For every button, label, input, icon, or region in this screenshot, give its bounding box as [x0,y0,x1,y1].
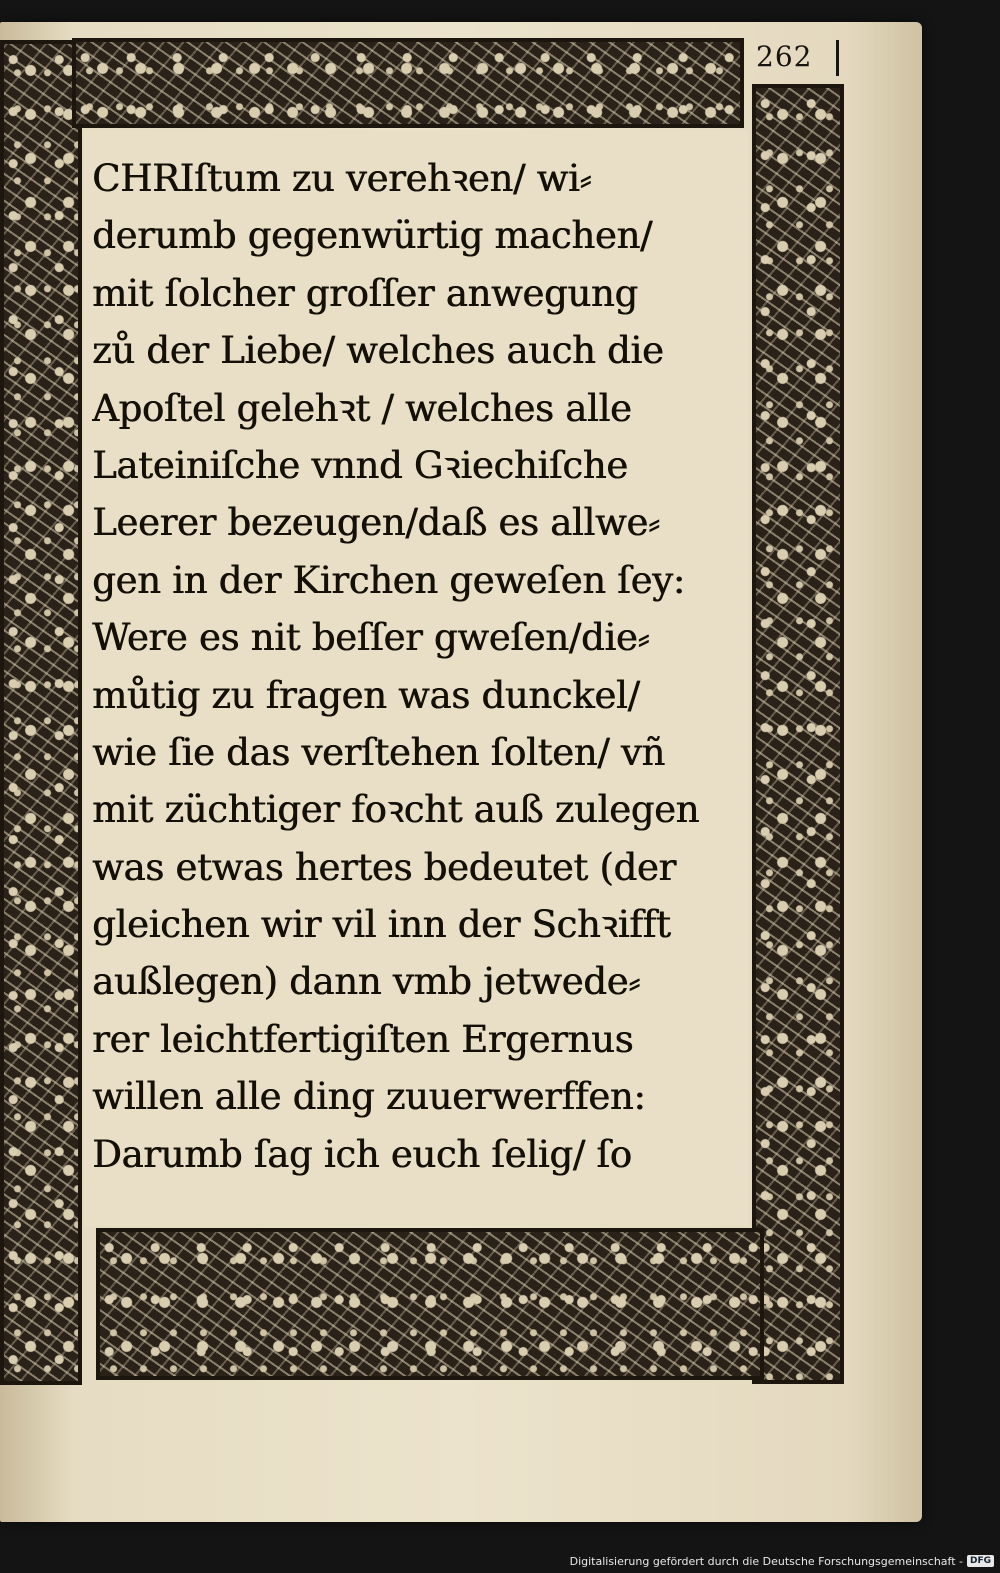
folio-rule [836,40,839,76]
folio-number: 262 [756,40,813,73]
text-line: Were es nit beſſer gweſen/die⸗ [92,616,650,660]
text-line: außlegen) dann vmb jetwede⸗ [92,960,641,1004]
text-line: CHRIſtum zu verehꝛen/ wi⸗ [92,157,592,200]
text-line: was etwas hertes bedeutet (der [92,845,676,889]
text-line: derumb gegenwürtig machen/ [92,214,653,258]
text-line: rer leichtfertigiſten Ergernus [92,1017,634,1061]
text-line: Apoſtel gelehꝛt / welches alle [92,386,632,430]
top-woodcut-border [72,38,744,128]
text-line: můtig zu fragen was dunckel/ [92,673,640,717]
text-line: willen alle ding zuuerwerffen: [92,1075,646,1119]
credit-text: Digitalisierung gefördert durch die Deutsche Forschungsgemeinschaft - [569,1554,963,1568]
text-line: Darumb ſag ich euch ſelig/ ſo [92,1132,632,1176]
left-woodcut-border [0,40,82,1385]
text-line: mit züchtiger foꝛcht auß zulegen [92,788,700,832]
right-woodcut-border [752,84,844,1384]
dfg-logo: DFG [967,1555,994,1567]
text-line: Leerer bezeugen/daß es allwe⸗ [92,501,660,545]
text-line: Lateiniſche vnnd Gꝛiechiſche [92,443,628,487]
bottom-woodcut-border [96,1228,764,1380]
text-line: mit ſolcher groſſer anwegung [92,271,638,315]
text-line: zů der Liebe/ welches auch die [92,329,664,373]
text-line: wie ſie das verſtehen ſolten/ vñ [92,730,665,774]
text-block [92,150,752,1183]
digitization-credit [570,1553,994,1569]
text-line: gleichen wir vil inn der Schꝛifft [92,903,671,947]
text-line: gen in der Kirchen geweſen ſey: [92,558,685,602]
